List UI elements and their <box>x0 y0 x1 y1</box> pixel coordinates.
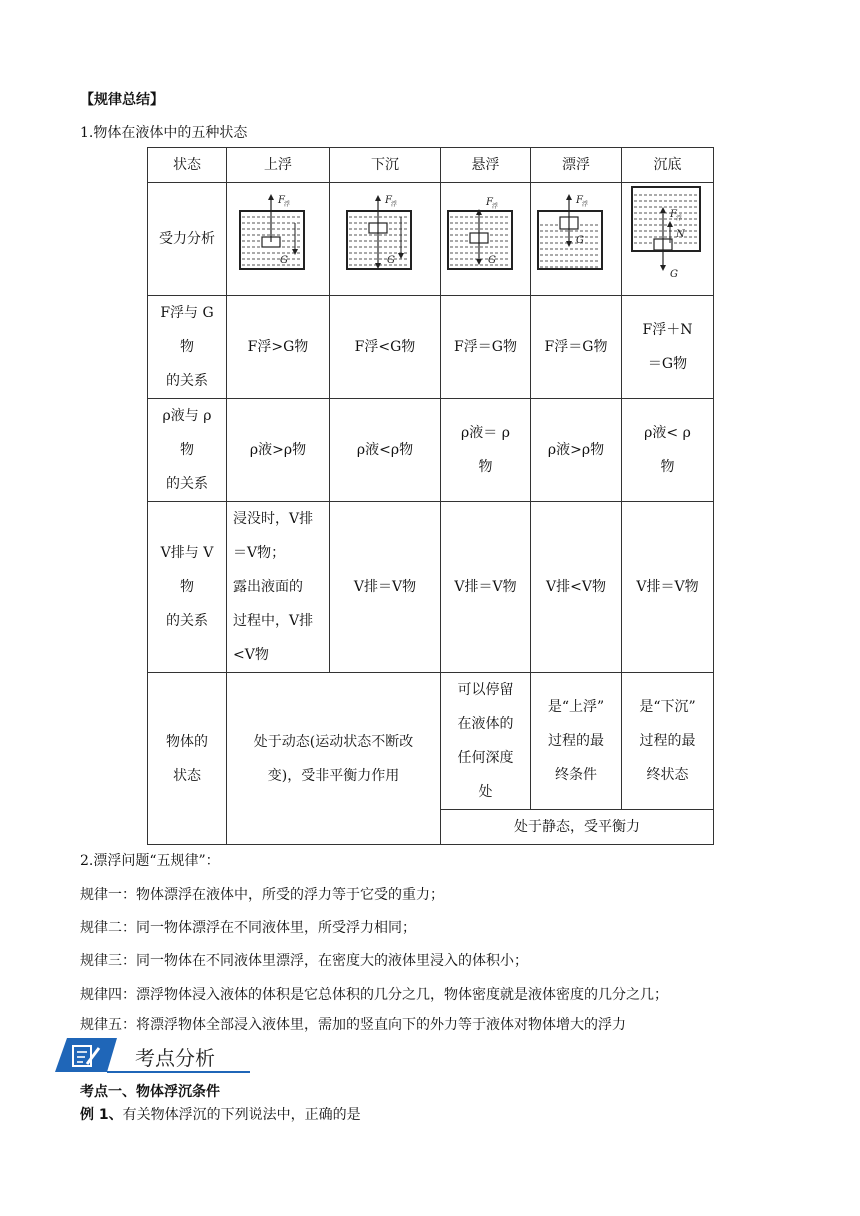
v-cell-xiachen: V排＝V物 <box>330 502 441 673</box>
label-G: G <box>669 268 678 280</box>
fg-cell-piaofu: F浮＝G物 <box>531 296 622 399</box>
svg-text:G: G <box>576 234 584 246</box>
summary-heading: 【规律总结】 <box>80 92 164 108</box>
example1-label: 例 1、 <box>80 1107 123 1123</box>
rho-cell-chendi: ρ液< ρ 物 <box>622 399 714 502</box>
beaker-diagram-xiachen <box>345 193 425 273</box>
fg-cell-xuanfu: F浮＝G物 <box>441 296 531 399</box>
five-states-table <box>147 147 714 845</box>
rho-relation-label: ρ液与 ρ 物 的关系 <box>148 399 227 502</box>
svg-text:浮: 浮 <box>582 200 589 208</box>
fg-cell-chendi: F浮＋N ＝G物 <box>622 296 714 399</box>
rule-4: 规律四：漂浮物体浸入液体的体积是它总体积的几分之几，物体密度就是液体密度的几分之几； <box>80 987 668 1003</box>
v-cell-chendi: V排＝V物 <box>622 502 714 673</box>
rho-cell-piaofu: ρ液>ρ物 <box>531 399 622 502</box>
rho-cell-xiachen: ρ液<ρ物 <box>330 399 441 502</box>
svg-text:浮: 浮 <box>391 200 398 208</box>
svg-text:G: G <box>487 254 496 266</box>
beaker-diagram-xuanfu <box>446 193 526 273</box>
state-row <box>148 673 714 810</box>
diagram-cell-piaofu <box>531 183 622 296</box>
state-cell-piaofu: 是“上浮” 过程的最 终条件 <box>531 673 622 810</box>
point1-title: 考点一、物体浮沉条件 <box>80 1084 220 1100</box>
rho-relation-row <box>148 399 714 502</box>
header-cell: 悬浮 <box>441 148 531 183</box>
rule-1: 规律一：物体漂浮在液体中，所受的浮力等于它受的重力； <box>80 887 444 903</box>
section1-title: 1.物体在液体中的五种状态 <box>80 125 248 141</box>
svg-text:浮: 浮 <box>284 200 291 208</box>
v-relation-label: V排与 V 物 的关系 <box>148 502 227 673</box>
v-cell-piaofu: V排<V物 <box>531 502 622 673</box>
header-cell: 下沉 <box>330 148 441 183</box>
rule-2: 规律二：同一物体漂浮在不同液体里，所受浮力相同； <box>80 920 416 936</box>
example1-text: 有关物体浮沉的下列说法中，正确的是 <box>122 1107 361 1123</box>
state-dynamic-cell: 处于动态(运动状态不断改 变)，受非平衡力作用 <box>227 673 441 845</box>
diagram-cell-chendi <box>622 183 714 296</box>
label-F-float: F <box>278 194 285 206</box>
force-analysis-row <box>148 183 714 296</box>
table-header-row <box>148 148 714 183</box>
label-N: N <box>675 228 685 240</box>
beaker-diagram-chendi <box>628 185 708 281</box>
v-cell-shangfu: 浸没时，V排 ＝V物； 露出液面的 过程中，V排 <V物 <box>227 502 330 673</box>
header-cell: 沉底 <box>622 148 714 183</box>
state-cell-chendi: 是“下沉” 过程的最 终状态 <box>622 673 714 810</box>
beaker-diagram-shangfu <box>238 193 318 273</box>
svg-text:G: G <box>280 254 288 266</box>
rule-5: 规律五：将漂浮物体全部浸入液体里，需加的竖直向下的外力等于液体对物体增大的浮力 <box>80 1017 626 1033</box>
header-cell: 状态 <box>148 148 227 183</box>
header-cell: 上浮 <box>227 148 330 183</box>
rule-3: 规律三：同一物体在不同液体里漂浮，在密度大的液体里浸入的体积小； <box>80 953 528 969</box>
svg-text:浮: 浮 <box>675 214 682 222</box>
svg-text:浮: 浮 <box>491 202 498 210</box>
force-analysis-label: 受力分析 <box>148 183 227 296</box>
example1 <box>80 1104 361 1124</box>
section2-title: 2.漂浮问题“五规律”： <box>80 853 220 869</box>
fg-cell-shangfu: F浮>G物 <box>227 296 330 399</box>
svg-text:F: F <box>669 208 677 220</box>
beaker-diagram-piaofu <box>536 193 616 273</box>
state-label: 物体的 状态 <box>148 673 227 845</box>
fg-relation-label: F浮与 G 物 的关系 <box>148 296 227 399</box>
svg-text:F: F <box>485 196 493 208</box>
banner-title: 考点分析 <box>135 1046 215 1070</box>
svg-text:F: F <box>576 194 583 206</box>
state-cell-xuanfu: 可以停留 在液体的 任何深度 处 <box>441 673 531 810</box>
section-banner <box>55 1038 250 1074</box>
v-relation-row <box>148 502 714 673</box>
svg-text:G: G <box>387 254 395 266</box>
v-cell-xuanfu: V排＝V物 <box>441 502 531 673</box>
diagram-cell-xuanfu <box>441 183 531 296</box>
fg-cell-xiachen: F浮<G物 <box>330 296 441 399</box>
svg-text:F: F <box>385 194 392 206</box>
rho-cell-shangfu: ρ液>ρ物 <box>227 399 330 502</box>
state-static-cell: 处于静态，受平衡力 <box>441 810 714 845</box>
header-cell: 漂浮 <box>531 148 622 183</box>
diagram-cell-xiachen <box>330 183 441 296</box>
rho-cell-xuanfu: ρ液＝ ρ 物 <box>441 399 531 502</box>
fg-relation-row <box>148 296 714 399</box>
diagram-cell-shangfu <box>227 183 330 296</box>
